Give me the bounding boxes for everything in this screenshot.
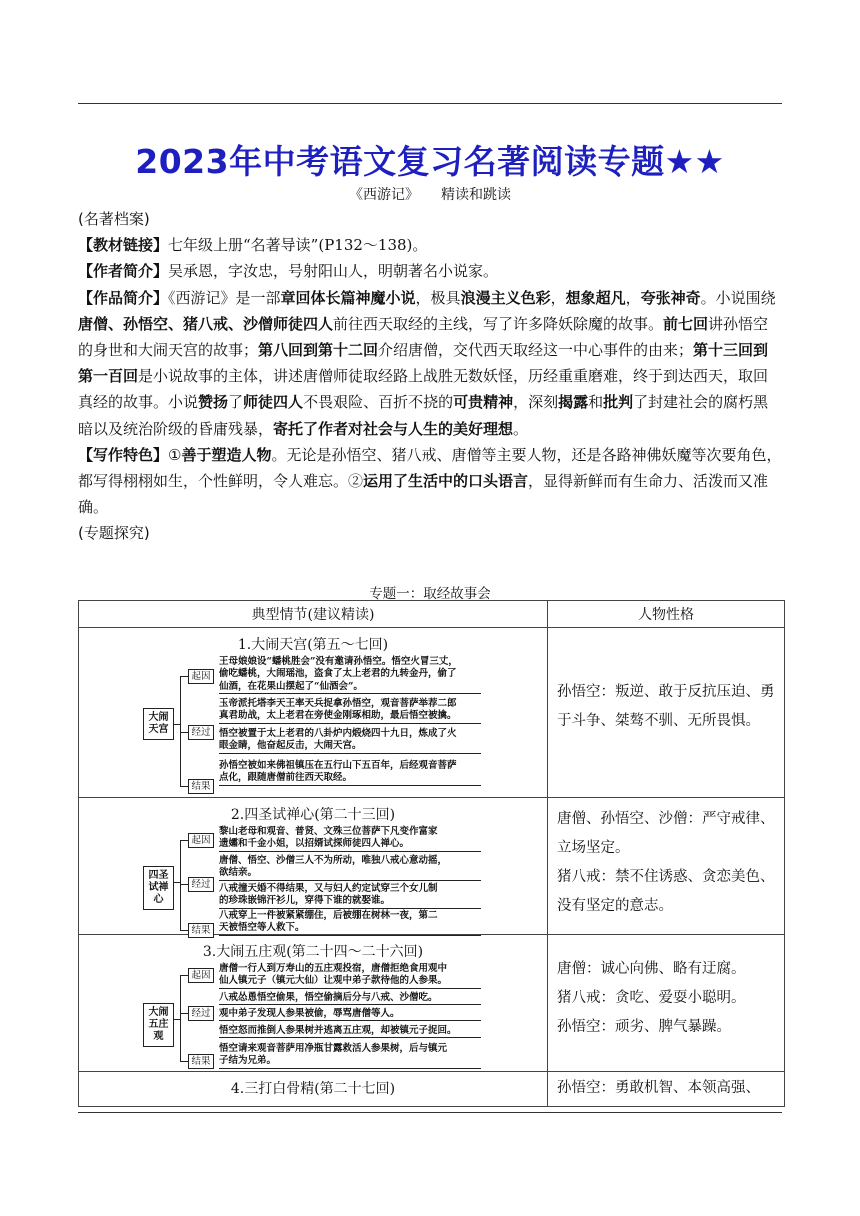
node-label: 经过 bbox=[188, 1006, 214, 1021]
character-entry: 孙悟空：叛逆、敢于反抗压迫、勇于斗争、桀骜不驯、无所畏惧。 bbox=[557, 684, 775, 729]
explore-heading: (专题探究) bbox=[78, 524, 150, 543]
topic1-table bbox=[78, 600, 785, 1107]
table-row bbox=[79, 935, 785, 1072]
plot-title: 1.大闹天宫(第五～七回) bbox=[237, 637, 389, 653]
plot-diagram bbox=[143, 963, 483, 1071]
node-label: 结果 bbox=[188, 779, 214, 794]
archive-section bbox=[78, 206, 782, 547]
table-row bbox=[79, 798, 785, 935]
character-entry: 猪八戒：贪吃、爱耍小聪明。 bbox=[557, 990, 746, 1006]
node-text: 王母娘娘设“蟠桃胜会”没有邀请孙悟空。悟空火冒三丈， 偷吃蟠桃，大闹瑶池，盗食了太上老君的九转金丹，偷了 仙酒，在花果山摆起了“仙酒会”。 bbox=[219, 656, 481, 694]
plot-title: 2.四圣试禅心(第二十三回) bbox=[230, 807, 396, 823]
character-cell bbox=[548, 935, 785, 1072]
reading-method: 精读和跳读 bbox=[441, 187, 511, 203]
table-row bbox=[79, 628, 785, 798]
node-text: 玉帝派托塔李天王率天兵捉拿孙悟空，观音菩萨举荐二郎 真君助战，太上老君在旁使金刚琢相助，最后悟空被擒。 bbox=[219, 698, 481, 724]
page-title: 2023年中考语文复习名著阅读专题★★ bbox=[135, 142, 725, 181]
node-label: 经过 bbox=[188, 725, 214, 740]
plot-cell bbox=[79, 798, 548, 935]
node-label: 结果 bbox=[188, 923, 214, 938]
character-cell bbox=[548, 628, 785, 798]
plot-column-header: 典型情节(建议精读) bbox=[79, 601, 548, 628]
plot-cell bbox=[79, 935, 548, 1072]
footer-rule bbox=[78, 1112, 782, 1113]
node-label: 起因 bbox=[188, 833, 214, 848]
plot-diagram bbox=[143, 826, 483, 934]
character-entry: 孙悟空：勇敢机智、本领高强、 bbox=[557, 1080, 760, 1096]
writing-features: 【写作特色】①善于塑造人物。无论是孙悟空、猪八戒、唐僧等主要人物，还是各路神佛妖魔等次要角色， 都写得栩栩如生，个性鲜明，令人难忘。②运用了生活中的口头语言，显得新鲜而有生命力、活泼而又准 确。 bbox=[78, 445, 782, 517]
diagram-root: 大闹天宫 bbox=[143, 708, 174, 740]
node-text: 唐僧一行人到万寿山的五庄观投宿，唐僧拒绝食用观中 仙人镇元子（镇元大仙）让观中弟子款待他的人参果。 bbox=[219, 963, 481, 989]
archive-heading: (名著档案) bbox=[78, 210, 150, 228]
textbook-link: 【教材链接】七年级上册“名著导读”(P132～138)。 bbox=[78, 236, 428, 255]
diagram-root: 大闹五庄观 bbox=[143, 1003, 174, 1047]
node-text: 悟空请来观音菩萨用净瓶甘露救活人参果树，后与镇元 子结为兄弟。 bbox=[219, 1043, 481, 1069]
character-cell bbox=[548, 1072, 785, 1107]
plot-cell bbox=[79, 628, 548, 798]
node-label: 经过 bbox=[188, 877, 214, 892]
node-text: 黎山老母和观音、普贤、文殊三位菩萨下凡变作富家 遗孀和千金小姐，以招婿试探师徒四人禅心。 bbox=[219, 826, 481, 852]
page-subtitle bbox=[0, 184, 860, 204]
node-label: 起因 bbox=[188, 669, 214, 684]
node-text: 八戒穿上一件被紧紧绷住，后被绷在树林一夜，第二 天被悟空等人救下。 bbox=[219, 910, 481, 936]
header-rule bbox=[78, 103, 782, 104]
character-column-header: 人物性格 bbox=[548, 601, 785, 628]
plot-title: 3.大闹五庄观(第二十四～二十六回) bbox=[202, 944, 424, 960]
character-cell bbox=[548, 798, 785, 935]
node-text: 八戒怂恿悟空偷果，悟空偷摘后分与八戒、沙僧吃。 bbox=[219, 992, 481, 1005]
plot-title: 4.三打白骨精(第二十七回) bbox=[230, 1081, 396, 1097]
author-intro: 【作者简介】吴承恩，字汝忠，号射阳山人，明朝著名小说家。 bbox=[78, 262, 499, 281]
plot-diagram bbox=[143, 656, 483, 796]
character-entry: 孙悟空：顽劣、脾气暴躁。 bbox=[557, 1019, 731, 1035]
topic1-caption: 专题一：取经故事会 bbox=[369, 586, 491, 602]
node-text: 悟空被置于太上老君的八卦炉内煅烧四十九日，炼成了火 眼金睛，他奋起反击，大闹天宫。 bbox=[219, 728, 481, 754]
character-entry: 唐僧、孙悟空、沙僧：严守戒律、立场坚定。 bbox=[557, 811, 775, 856]
plot-cell bbox=[79, 1072, 548, 1107]
node-text: 观中弟子发现人参果被偷，辱骂唐僧等人。 bbox=[219, 1008, 481, 1021]
character-entry: 唐僧：诚心向佛、略有迂腐。 bbox=[557, 961, 746, 977]
work-intro: 【作品简介】《西游记》是一部章回体长篇神魔小说，极具浪漫主义色彩，想象超凡，夸张神奇。小说围绕 唐僧、孙悟空、猪八戒、沙僧师徒四人前往西天取经的主线，写了许多降妖除魔的故事。前七回讲孙悟空 的身世和大闹天宫的故事；第八回到第十二回介绍唐僧，交代西天取经这一中心事件的由来；第十三回到 第一百回是小说故事的主体，讲述唐僧师徒取经路上战胜无数妖怪，历经重重磨难，终于到达西天，取回 真经的故事。小说赞扬了师徒四人不畏艰险、百折不挠的可贵精神，深刻揭露和批判了封建社会的腐朽黑 暗以及统治阶级的昏庸残暴，寄托了作者对社会与人生的美好理想。 bbox=[78, 288, 776, 438]
table-header-row bbox=[79, 601, 785, 628]
node-text: 唐僧、悟空、沙僧三人不为所动，唯独八戒心意动摇， 欲结亲。 bbox=[219, 855, 481, 881]
node-text: 悟空怒而推倒人参果树并逃离五庄观，却被镇元子捉回。 bbox=[219, 1025, 481, 1038]
character-entry: 猪八戒：禁不住诱惑、贪恋美色、没有坚定的意志。 bbox=[557, 869, 775, 914]
book-name: 《西游记》 bbox=[349, 187, 419, 203]
node-text: 孙悟空被如来佛祖镇压在五行山下五百年，后经观音菩萨 点化，跟随唐僧前往西天取经。 bbox=[219, 760, 481, 786]
node-text: 八戒撞天婚不得结果，又与妇人约定试穿三个女儿制 的珍珠嵌锦汗衫儿，穿得下谁的就娶谁。 bbox=[219, 883, 481, 909]
node-label: 结果 bbox=[188, 1054, 214, 1069]
node-label: 起因 bbox=[188, 968, 214, 983]
table-row bbox=[79, 1072, 785, 1107]
diagram-root: 四圣试禅心 bbox=[143, 866, 174, 910]
